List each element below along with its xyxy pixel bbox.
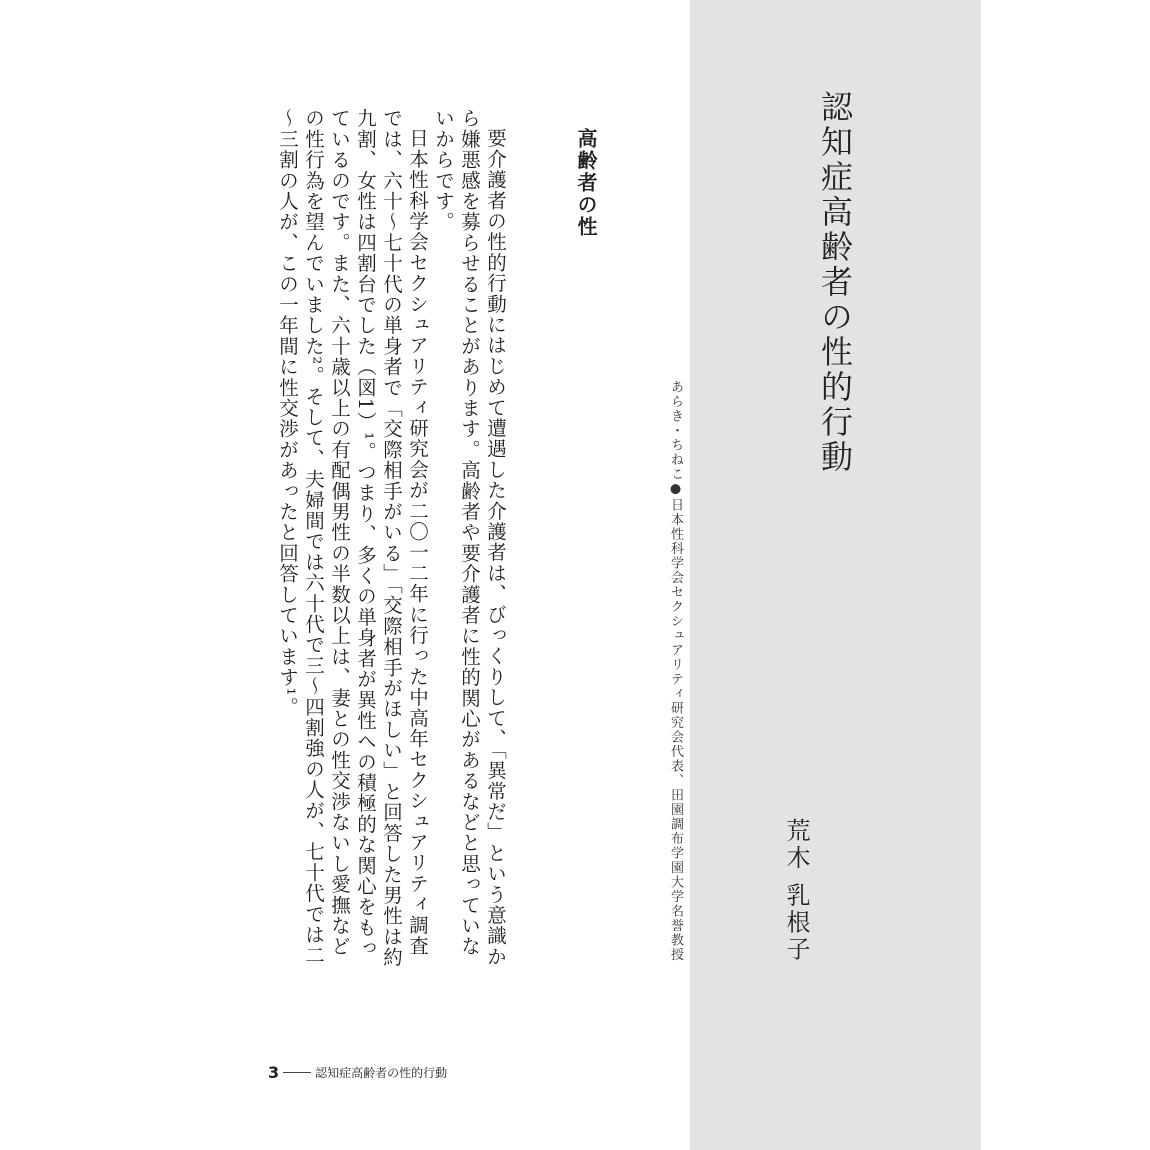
paragraph: 要介護者の性的行動にはじめて遭遇した介護者は、びっくりして、「異常だ」という意識から嫌悪感を募らせることがあります。高齢者や要介護者に性的関心があるなどと思っていないからです。 bbox=[432, 108, 507, 967]
paragraph: 日本性科学会セクシュアリティ研究会が二〇一二年に行った中高年セクシュアリティ調査では、六十～七十代の単身者で「交際相手がいる」「交際相手がほしい」と回答した男性は約九割、女性は四割台でした（図1）¹。つまり、多くの単身者が異性への積極的な関心をもっているのです。また、六十歳以上の有配偶男性の半数以上は、妻との性交渉ないし愛撫などの性行為を望んでいました²。そして、夫婦間では六十代で三～四割強の人が、七十代では二～三割の人が、この一年間に性交渉があったと回答しています¹。 bbox=[276, 108, 429, 968]
page-number: 3 bbox=[268, 1063, 280, 1082]
page-footer bbox=[268, 1063, 447, 1082]
section-heading: 高齢者の性 bbox=[574, 128, 598, 238]
author-name: 荒木 乳根子 bbox=[782, 818, 810, 964]
running-title: 認知症高齢者の性的行動 bbox=[315, 1066, 448, 1080]
footer-divider bbox=[283, 1072, 311, 1073]
page-title: 認知症高齢者の性的行動 bbox=[816, 90, 854, 475]
author-affiliation: あらき・ちねこ●日本性科学会セクシュアリティ研究会代表、田園調布学園大学名誉教授 bbox=[668, 380, 683, 962]
body-text bbox=[274, 108, 508, 968]
